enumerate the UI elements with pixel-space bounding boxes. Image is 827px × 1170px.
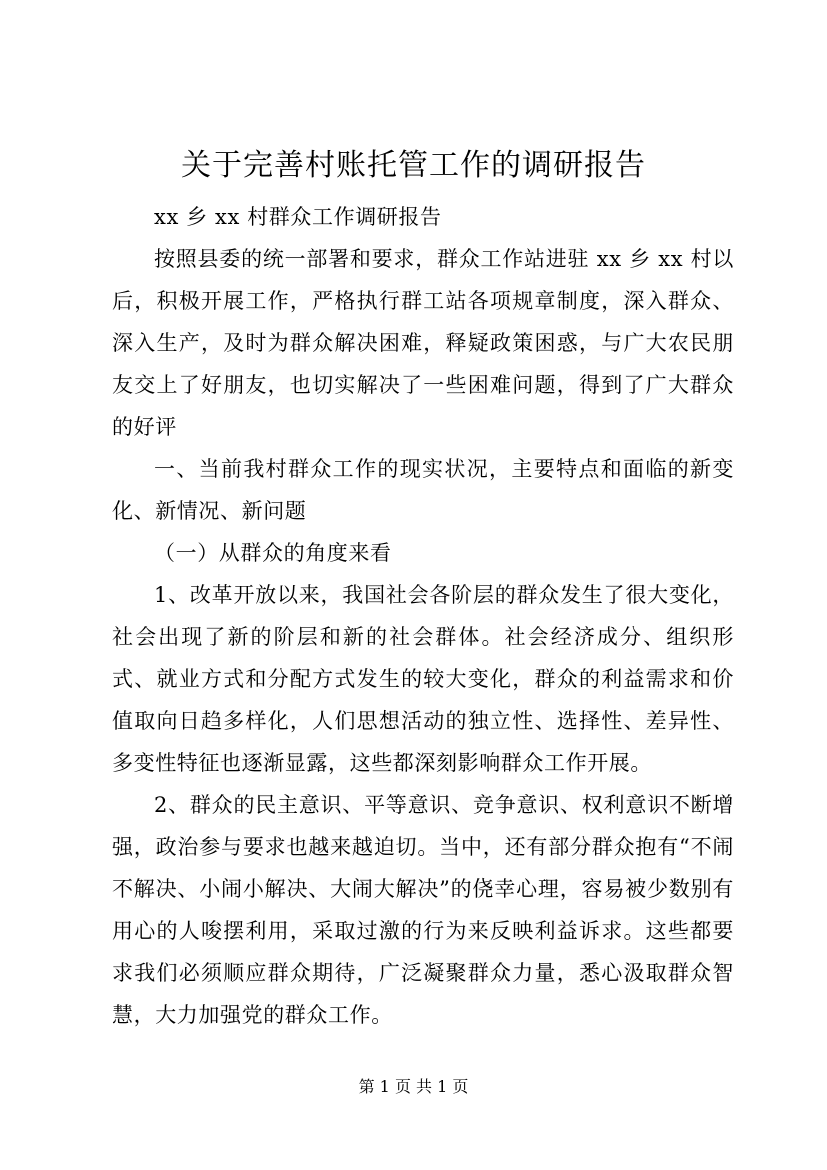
section-heading-1: 一、当前我村群众工作的现实状况，主要特点和面临的新变化、新情况、新问题 [112, 457, 734, 523]
point-paragraph-1: 1、改革开放以来，我国社会各阶层的群众发生了很大变化，社会出现了新的阶层和新的社会群体。社会经济成分、组织形式、就业方式和分配方式发生的较大变化，群众的利益需求和价值取向日趋多样化，人们思想活动的独立性、选择性、差异性、多变性特征也逐渐显露，这些都深刻影响群众工作开展。 [112, 583, 734, 775]
page-footer: 第 1 页 共 1 页 [358, 1077, 469, 1096]
point-paragraph-2: 2、群众的民主意识、平等意识、竞争意识、权利意识不断增强，政治参与要求也越来越迫切。当中，还有部分群众抱有“不闹不解决、小闹小解决、大闹大解决”的侥幸心理，容易被少数别有用心的人唆摆利用，采取过激的行为来反映利益诉求。这些都要求我们必须顺应群众期待，广泛凝聚群众力量，悉心汲取群众智慧，大力加强党的群众工作。 [112, 793, 734, 1027]
document-body [112, 196, 734, 1036]
document-title: 关于完善村账托管工作的调研报告 [181, 148, 646, 183]
subtitle-paragraph: xx 乡 xx 村群众工作调研报告 [154, 205, 442, 229]
intro-paragraph: 按照县委的统一部署和要求，群众工作站进驻 xx 乡 xx 村以后，积极开展工作，严格执行群工站各项规章制度，深入群众、深入生产，及时为群众解决困难，释疑政策困惑，与广大农民朋友交上了好朋友，也切实解决了一些困难问题，得到了广大群众的好评 [112, 247, 734, 439]
subsection-heading-1: （一）从群众的角度来看 [154, 541, 392, 565]
